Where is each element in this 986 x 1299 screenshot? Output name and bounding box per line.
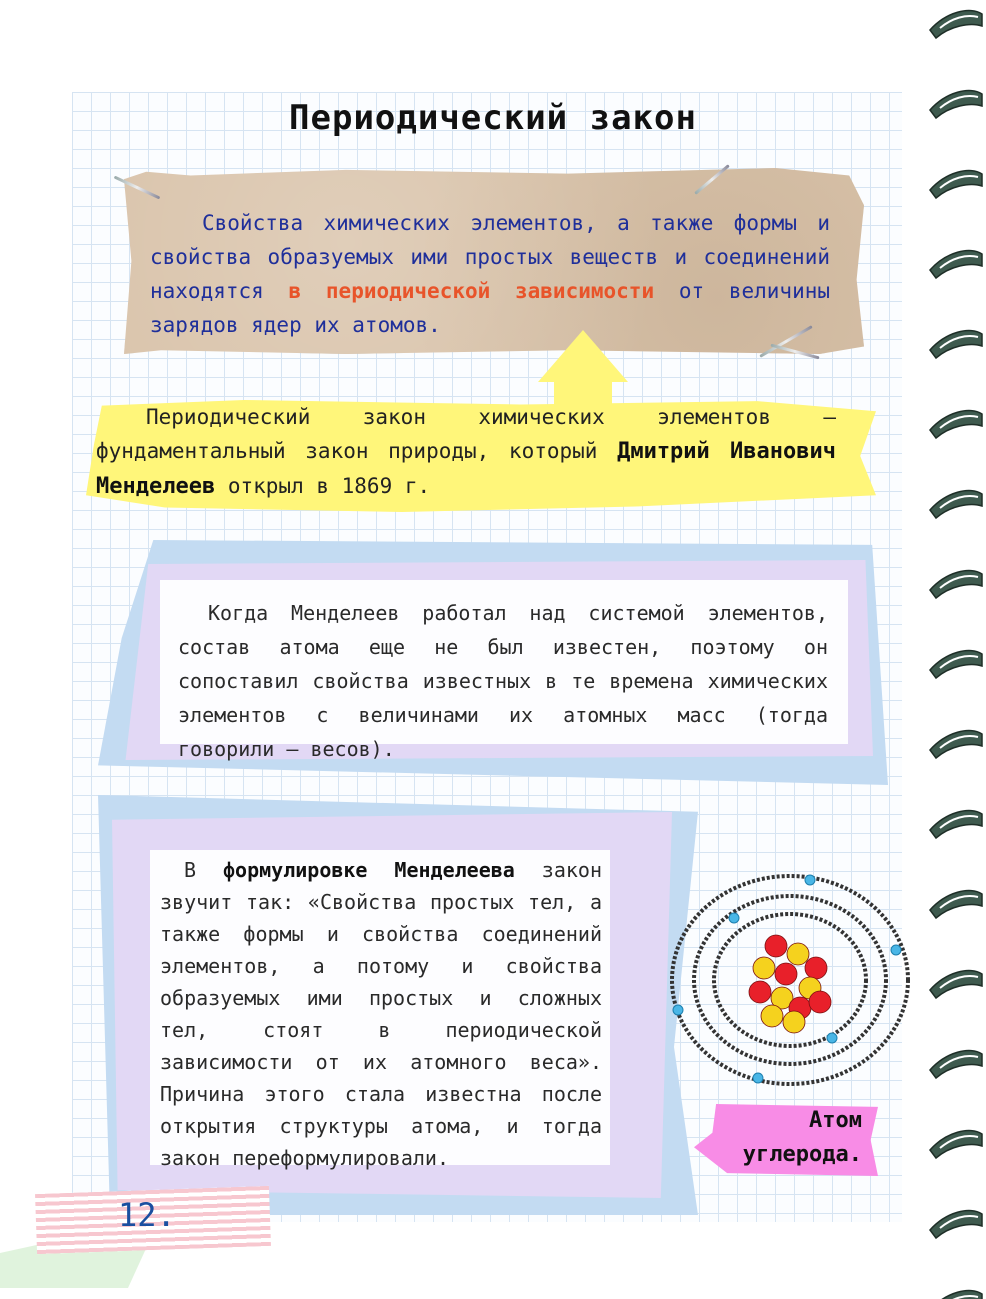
- spiral-ring: [930, 171, 982, 198]
- spiral-ring: [930, 11, 982, 38]
- spiral-ring: [930, 891, 982, 918]
- spiral-binding-icon: [926, 0, 986, 1299]
- spiral-ring: [930, 731, 982, 758]
- spiral-ring: [930, 1051, 982, 1078]
- spiral-ring: [930, 1211, 982, 1238]
- paper-note-text: Свойства химических элементов, а также формы и свойства образуемых ими простых веществ и соединений находятся в периодической зависимости от величины зарядов ядер их атомов.: [150, 211, 830, 337]
- mendeleev-formulation: формулировке Менделеева: [222, 858, 515, 882]
- yellow-note-text: Периодический закон химических элементов – фундаментальный закон природы, который Дмитрий Иванович Менделеев открыл в 1869 г.: [96, 405, 836, 499]
- spiral-ring: [930, 811, 982, 838]
- spiral-ring: [930, 251, 982, 278]
- spiral-ring: [930, 331, 982, 358]
- spiral-ring: [930, 1131, 982, 1158]
- atom-label: Атом углерода.: [742, 1108, 862, 1167]
- spiral-ring: [930, 491, 982, 518]
- page-title: Периодический закон: [289, 98, 697, 138]
- box2-text: В формулировке Менделеева закон звучит так: «Свойства простых тел, а также формы и свойства соединений элементов, а потому и свойства образуемых ими простых и сложных тел, стоят в периодической зависимости от их атомного веса». Причина этого стала известна после открытия структуры атома, и тогда закон переформулировали.: [160, 858, 602, 1170]
- carbon-atom-icon: [664, 862, 910, 1092]
- periodic-dependence-highlight: в периодической зависимости: [288, 279, 655, 303]
- spiral-ring: [930, 651, 982, 678]
- mendeleev-name: Дмитрий Иванович Менделеев: [96, 439, 836, 499]
- spiral-ring: [930, 571, 982, 598]
- spiral-ring: [930, 91, 982, 118]
- box1-text: Когда Менделеев работал над системой элементов, состав атома еще не был известен, поэтому он сопоставил свойства известных в те времена химических элементов с величинами их атомных масс (тогда говорили – весов).: [178, 601, 828, 761]
- spiral-ring: [930, 971, 982, 998]
- spiral-ring: [930, 411, 982, 438]
- page-number: 12.: [118, 1196, 176, 1234]
